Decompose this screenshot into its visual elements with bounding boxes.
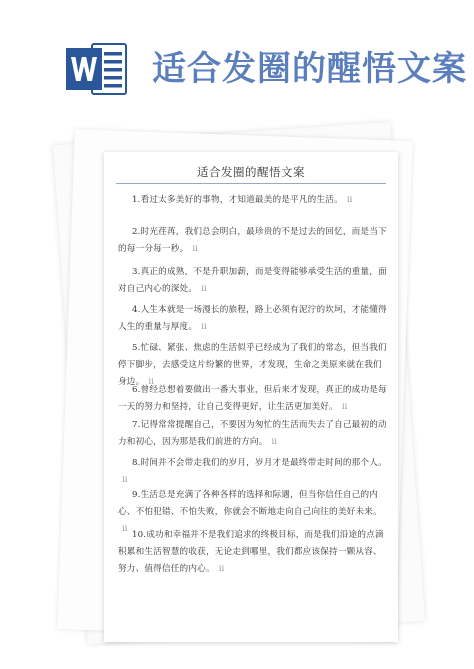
paragraph: 5.忙碌、紧张、焦虑的生活似乎已经成为了我们的常态，但当我们停下脚步，去感受这片纷繁的世界，才发现，生命之美原来就在我们身边。 ⅱ [118, 343, 387, 387]
paragraph: 7.记得常常提醒自己，不要因为匆忙的生活而失去了自己最初的动力和初心，因为那是我们前进的方向。 ⅱ [118, 420, 387, 447]
paragraph: 9.生活总是充满了各种各样的选择和际遇，但当你信任自己的内心、不怕犯错、不怕失败，你就会不断地走向自己向往的美好未来。ⅱ [118, 490, 382, 534]
paragraph: 3.真正的成熟，不是升职加薪，而是变得能够承受生活的重量，面对自己内心的深处。 ⅱ [118, 267, 387, 294]
document-page [104, 152, 398, 642]
header-banner [0, 0, 474, 115]
paragraph: 6.曾经总想着要做出一番大事业，但后来才发现，真正的成功是每一天的努力和坚持，让自己变得更好，让生活更加美好。 ⅱ [118, 385, 387, 412]
paragraph: 8.时间并不会带走我们的岁月，岁月才是最终带走时间的那个人。ⅱ [122, 458, 387, 485]
title-underline [116, 183, 386, 184]
paragraph: 2.时光荏苒，我们总会明白，最珍贵的不是过去的回忆，而是当下的每一分每一秒。 ⅱ [118, 227, 387, 254]
word-icon [66, 40, 128, 98]
paragraph: 1.看过太多美好的事物，才知道最美的是平凡的生活。 ⅱ [132, 195, 353, 205]
paragraph: 4.人生本就是一场漫长的旅程，路上必须有泥泞的坎坷，才能懂得人生的重量与厚度。 ⅱ [118, 305, 387, 332]
document-title: 适合发圈的醒悟文案 [197, 165, 305, 179]
header-title: 适合发圈的醒悟文案 [152, 49, 467, 89]
paragraph: 10.成功和幸福并不是我们追求的终极目标，而是我们沿途的点滴积累和生活智慧的收获，无论走到哪里，我们都应该保持一颗从容、努力、值得信任的内心。 ⅱ [118, 530, 384, 574]
